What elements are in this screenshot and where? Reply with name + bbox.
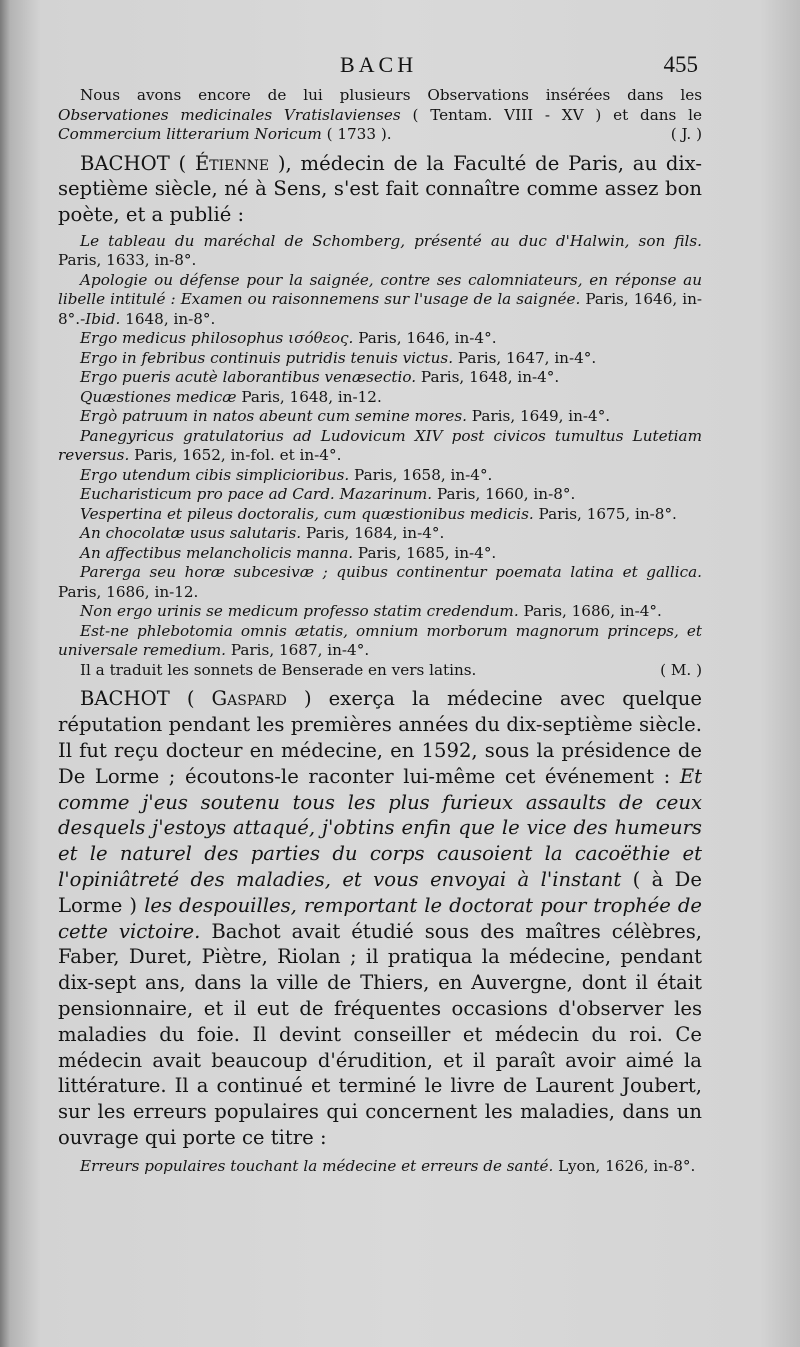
work-imprint: Paris, 1686, in-12. — [58, 582, 199, 601]
work-title: Ergò patruum in natos abeunt cum semine mores. — [80, 407, 467, 426]
list-item — [58, 329, 702, 349]
work-title: Apologie ou défense pour la saignée, contre ses calomniateurs, en réponse au libelle intitulé : Examen ou raisonnemens sur l'usage de la saignée. — [58, 270, 702, 309]
etienne-closing — [58, 661, 702, 681]
work-title: Ergo in febribus continuis putridis tenuis victus. — [80, 348, 454, 367]
entry-gaspard — [58, 686, 702, 1150]
list-item — [58, 544, 702, 564]
etienne-given-name: ( Étienne ) — [178, 151, 286, 175]
work-imprint: Paris, 1685, in-4°. — [353, 543, 497, 562]
work-imprint: Paris, 1646, in-8°.- — [58, 290, 703, 328]
gaspard-quote-a: Et comme j'eus soutenu tous les plus furieux assaults de ceux desquels j'estoys attaqué, j'obtins enfin que le vice des humeurs et le naturel des parties du corps causoient la cacoëthie et l'opiniâtreté des maladies, et vous envoyai à l'instant — [58, 764, 702, 891]
work-imprint: Paris, 1648, in-12. — [236, 387, 382, 406]
work-imprint: Paris, 1686, in-4°. — [518, 602, 662, 621]
work-imprint: Paris, 1658, in-4°. — [349, 465, 493, 484]
work-title: Est-ne phlebotomia omnis ætatis, omnium morborum magnorum princeps, et universale remedium. — [58, 621, 702, 660]
work-extra-imprint: 1648, in-8°. — [120, 309, 216, 328]
list-item — [58, 368, 702, 388]
gaspard-quote-b: les despouilles, remportant le doctorat pour trophée de cette victoire. — [58, 893, 703, 943]
work-imprint: Paris, 1687, in-4°. — [226, 641, 370, 660]
list-item — [58, 427, 702, 466]
work-imprint: Paris, 1684, in-4°. — [301, 524, 445, 543]
list-item — [58, 407, 702, 427]
work-title: Ergo medicus philosophus ισόθεος. — [80, 329, 354, 348]
gaspard-work-title: Erreurs populaires touchant la médecine et erreurs de santé. — [80, 1156, 554, 1175]
work-imprint: Paris, 1648, in-4°. — [416, 368, 560, 387]
intro-text-a: Nous avons encore de lui plusieurs Observations insérées dans les — [80, 86, 702, 104]
text-column — [58, 86, 702, 1176]
work-imprint: Paris, 1675, in-8°. — [533, 504, 677, 523]
etienne-signature: ( M. ) — [660, 660, 702, 679]
gaspard-given-name: ( Gaspard ) — [186, 687, 312, 711]
list-item — [58, 466, 702, 486]
work-title: Panegyricus gratulatorius ad Ludovicum XIV post civicos tumultus Lutetiam reversus. — [58, 426, 702, 465]
intro-text-b: ( Tentam. VIII - XV ) et dans le — [400, 105, 703, 124]
page-header — [0, 52, 800, 84]
list-item — [58, 388, 702, 408]
work-title: Parerga seu horæ subcesivæ ; quibus continentur poemata latina et gallica. — [80, 563, 702, 582]
entry-etienne-heading — [58, 151, 702, 228]
intro-title: Observationes medicinales Vratislavienses — [58, 105, 401, 124]
etienne-works-list — [58, 232, 702, 681]
work-title: Non ergo urinis se medicum professo statim credendum. — [80, 602, 519, 621]
work-title: Vespertina et pileus doctoralis, cum quæstionibus medicis. — [80, 504, 534, 523]
running-head: BACH — [340, 52, 418, 77]
gaspard-text-c: Bachot avait étudié sous des maîtres célèbres, Faber, Duret, Piètre, Riolan ; il pratiqua la médecine, pendant dix-sept ans, dans la ville de Thiers, en Auvergne, dont il était pensionnaire, et il eut de fréquentes occasions d'observer les maladies du foie. Il devint conseiller et médecin du roi. Ce médecin avait beaucoup d'érudition, et il paraît avoir aimé la littérature. Il a continué et terminé le livre de Laurent Joubert, sur les erreurs populaires qui concernent les maladies, dans un ouvrage qui porte ce titre : — [58, 919, 702, 1149]
work-imprint: Paris, 1660, in-8°. — [432, 485, 576, 504]
intro-signature: ( J. ) — [670, 125, 702, 143]
gaspard-work — [58, 1157, 702, 1177]
gaspard-work-imprint: Lyon, 1626, in-8°. — [553, 1156, 696, 1175]
gaspard-name: BACHOT — [80, 687, 170, 711]
list-item — [58, 524, 702, 544]
list-item — [58, 271, 702, 330]
etienne-closing-text: Il a traduit les sonnets de Benserade en vers latins. — [80, 660, 477, 679]
gaspard-text-a: exerça la médecine avec quelque réputation pendant les premières années du dix-septième siècle. Il fut reçu docteur en médecine, en 1592, sous la présidence de De Lorme ; écoutons-le raconter lui-même cet événement : — [58, 687, 702, 788]
work-title: Eucharisticum pro pace ad Card. Mazarinum. — [80, 485, 433, 504]
work-imprint: Paris, 1633, in-8°. — [58, 251, 197, 270]
list-item — [58, 602, 702, 622]
etienne-name: BACHOT — [80, 151, 170, 175]
work-imprint: Paris, 1647, in-4°. — [453, 348, 597, 367]
intro-title-2: Commercium litterarium Noricum — [58, 125, 322, 143]
work-title: An affectibus melancholicis manna. — [80, 543, 354, 562]
list-item — [58, 485, 702, 505]
work-imprint: Paris, 1652, in-fol. et in-4°. — [129, 446, 342, 465]
work-title: Ergo pueris acutè laborantibus venæsectio. — [80, 368, 417, 387]
work-title: An chocolatæ usus salutaris. — [80, 524, 302, 543]
gaspard-text-b: ( à De Lorme ) — [58, 867, 702, 917]
list-item — [58, 622, 702, 661]
work-title: Ergo utendum cibis simplicioribus. — [80, 465, 350, 484]
intro-text-c: ( 1733 ). — [321, 125, 392, 143]
work-imprint: Paris, 1646, in-4°. — [353, 329, 497, 348]
list-item — [58, 232, 702, 271]
list-item — [58, 349, 702, 369]
work-extra-title: Ibid. — [85, 309, 121, 328]
etienne-bio: , médecin de la Faculté de Paris, au dix-septième siècle, né à Sens, s'est fait connaître comme assez bon poète, et a publié : — [58, 151, 702, 227]
work-title: Le tableau du maréchal de Schomberg, présenté au duc d'Halwin, son fils. — [80, 231, 702, 250]
list-item — [58, 505, 702, 525]
work-title: Quæstiones medicæ — [80, 387, 237, 406]
page-number: 455 — [663, 52, 698, 77]
intro-paragraph — [58, 86, 702, 145]
list-item — [58, 563, 702, 602]
work-imprint: Paris, 1649, in-4°. — [466, 407, 611, 426]
